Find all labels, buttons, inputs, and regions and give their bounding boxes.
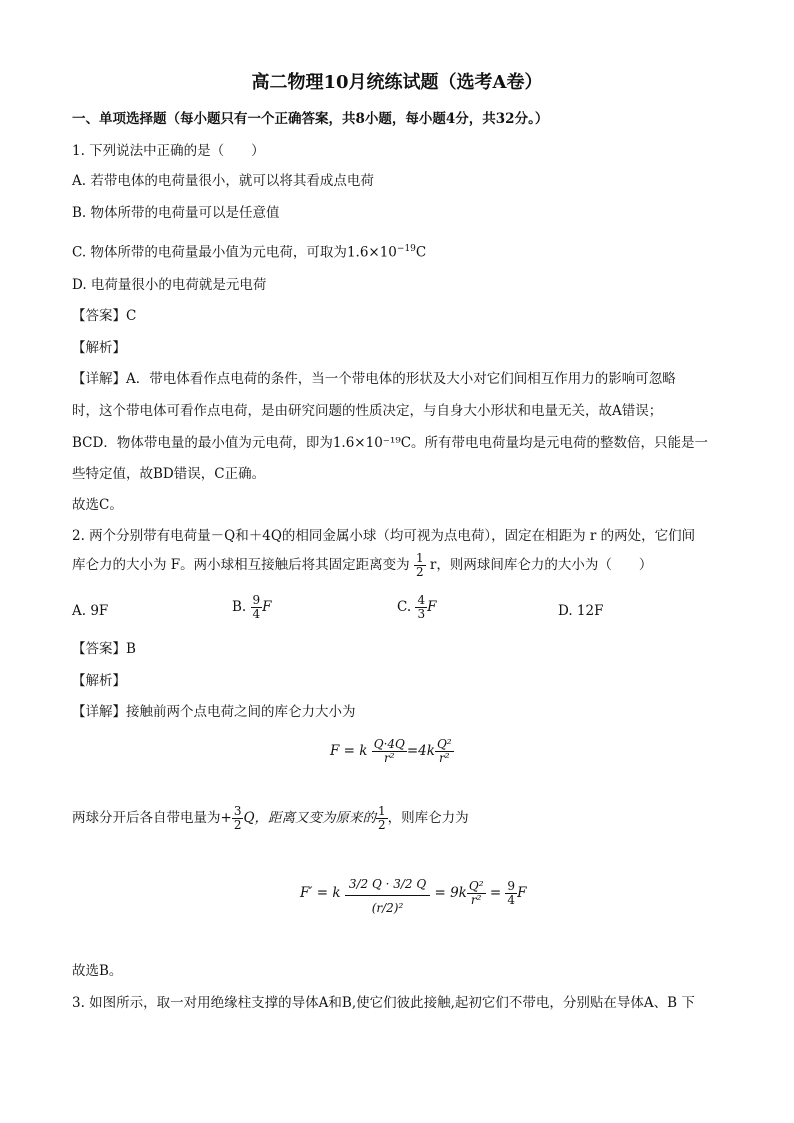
q2-stem-line2	[72, 552, 652, 579]
q2-stem-tail: r，则两球间库仑力的大小为（ ）	[429, 557, 653, 573]
q1-detail-line: 【详解】A．带电体看作点电荷的条件，当一个带电体的形状及大小对它们间相互作用力的影响可忽略	[72, 371, 676, 387]
q2-detail-line: 【详解】接触前两个点电荷之间的库仑力大小为	[72, 704, 356, 720]
q1-conclusion: 故选C。	[72, 497, 123, 513]
q2-conclusion: 故选B。	[72, 963, 123, 979]
equation-coulomb-after: F′ = k $\frac{3/2 Q \cdot 3/2 Q}{\text{(r/2)²}}$ = 9k $\frac{\text{Q²}}{\text{r²}}$ = $\frac{9}{4}$ F	[300, 872, 526, 915]
q1-option-c-text: C. 物体所带的电荷量最小值为元电荷，可取为	[72, 244, 347, 261]
q1-option-c-value: 1.6×10	[346, 244, 397, 261]
q1-detail-line: 些特定值，故BD错误，C正确。	[72, 466, 266, 482]
q1-option-c-unit: C	[415, 244, 427, 261]
section-heading: 一、单项选择题（每小题只有一个正确答案，共8小题，每小题4分，共32分。）	[72, 111, 549, 127]
q1-option-c	[72, 240, 426, 262]
q2-option-a: A. 9F	[72, 603, 109, 619]
q2-option-c: C. $\frac{4}{3}$ F	[397, 593, 437, 621]
q1-detail-line: BCD．物体带电量的最小值为元电荷，即为1.6×10⁻¹⁹C。所有带电电荷量均是元电荷的整数倍，只能是一	[72, 435, 709, 451]
equation-coulomb-before: F = k $\frac{Q\cdot 4Q}{\text{r²}}$ =4k $\frac{\text{Q²}}{\text{r²}}$	[330, 737, 452, 765]
q2-detail-line2: 两球分开后各自带电量为+ $\frac{3}{2}$ Q，距离又变为原来的 $\frac{1}{2}$ ，则库仑力为	[72, 804, 469, 832]
q1-option-a: A. 若带电体的电荷量很小，就可以将其看成点电荷	[72, 173, 374, 189]
q2-option-b: B. $\frac{9}{4}$ F	[232, 593, 272, 621]
q2-answer: 【答案】B	[72, 641, 136, 657]
q1-analysis-label: 【解析】	[72, 340, 126, 356]
q1-detail-line: 时，这个带电体可看作点电荷，是由研究问题的性质决定，与自身大小形状和电量无关，故A错误；	[72, 403, 663, 419]
q1-option-b: B. 物体所带的电荷量可以是任意值	[72, 205, 280, 221]
page-title: 高二物理10月统练试题（选考A卷）	[251, 72, 543, 93]
q2-stem-line1: 2. 两个分别带有电荷量－Q和＋4Q的相同金属小球（均可视为点电荷），固定在相距为 r 的两处，它们间	[72, 528, 696, 544]
q2-option-d: D. 12F	[558, 603, 604, 619]
q1-option-d: D. 电荷量很小的电荷就是元电荷	[72, 277, 267, 293]
q2-stem-text: 库仑力的大小为 F。两小球相互接触后将其固定距离变为	[72, 557, 410, 573]
q1-option-c-exponent: −19	[396, 244, 416, 254]
q1-answer: 【答案】C	[72, 308, 137, 324]
q3-stem-line1: 3. 如图所示，取一对用绝缘柱支撑的导体A和B,使它们彼此接触,起初它们不带电，分别贴在导体A、B 下	[72, 995, 695, 1011]
q2-half-fraction: $\frac{1}{2}$	[415, 551, 424, 579]
q1-stem: 1. 下列说法中正确的是（ ）	[72, 143, 265, 159]
q2-analysis-label: 【解析】	[72, 673, 126, 689]
